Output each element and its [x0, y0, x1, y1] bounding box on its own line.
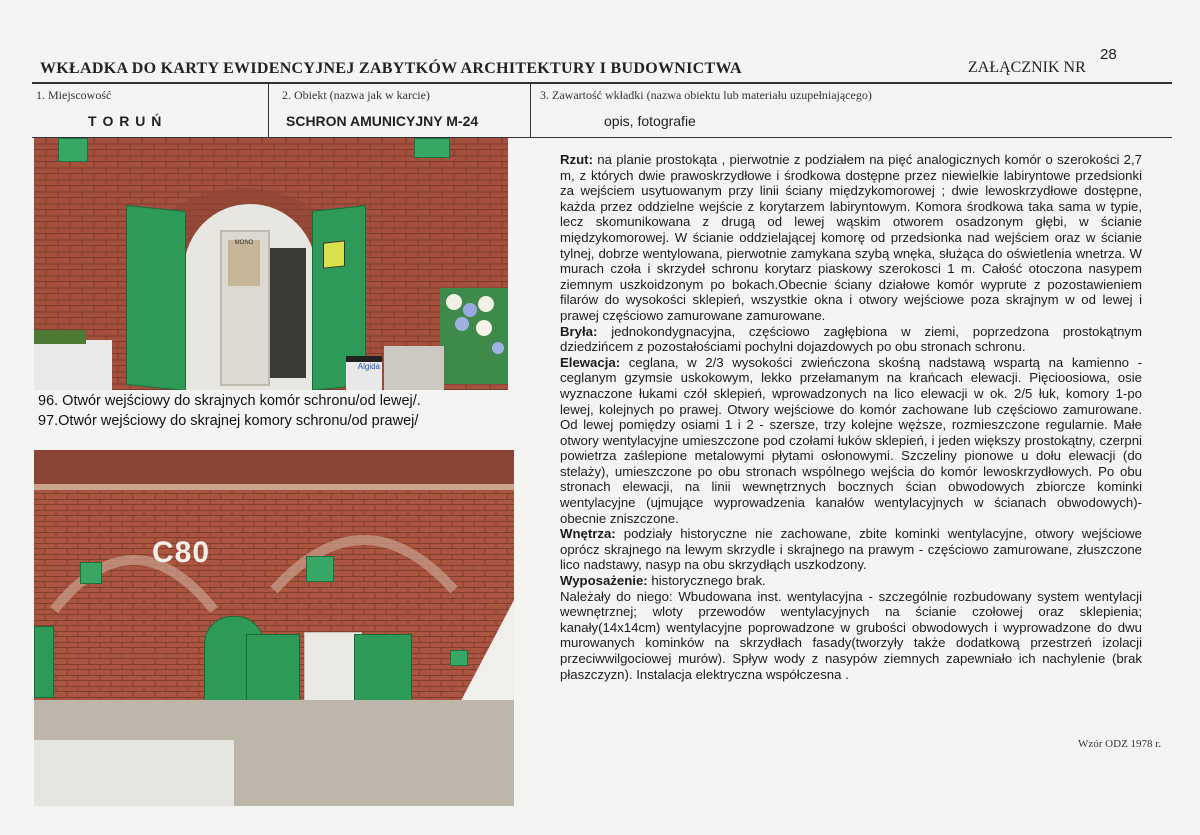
- form-title: WKŁADKA DO KARTY EWIDENCYJNEJ ZABYTKÓW ARCHITEKTURY I BUDOWNICTWA: [40, 60, 742, 77]
- low-wall: [34, 740, 234, 806]
- caption-96: 96. Otwór wejściowy do skrajnych komór schronu/od lewej/.: [38, 393, 421, 409]
- elewacja-paragraph: [560, 355, 1142, 527]
- locality-value: T O R U Ń: [88, 113, 163, 129]
- door-sign: MONO: [228, 240, 260, 286]
- extra-paragraph: Należały do niego: Wbudowana inst. wentylacyjna - szczególnie rozbudowany system wentylacji wewnętrznej; wloty przewodów wentylacyjnych na ścianie czołowej oraz sklepienia; kanały(14x14cm) wentylacyjne poprowadzone w grubości obwodowych i wyprowadzone do dwu murowanych kominków na skrzydłach fasady(tworzyły także dodatkową przestrzeń izolacji przeciwwilgociowej murów). Spływ wody z nasypów ziemnych zapewniało ich nachylenie (brak płaszczyzn). Instalacja elektryczna współczesna .: [560, 588, 1142, 682]
- vent-plate-1: [80, 562, 102, 584]
- inner-door: [220, 230, 270, 386]
- bryla-text: jednokondygnacyjna, częściowo zagłębiona w ziemi, poprzedzona prostokątnym dziedzińcem z pozostałościami pochylni dojazdowych po obu stronach schronu.: [560, 323, 1142, 355]
- bryla-paragraph: [560, 324, 1142, 355]
- elewacja-label: Elewacja:: [560, 354, 621, 370]
- wnetrza-label: Wnętrza:: [560, 526, 616, 542]
- description-text: [560, 152, 1142, 682]
- model-note: Wzór ODZ 1978 r.: [1078, 738, 1162, 750]
- vent-plate-2: [306, 556, 334, 582]
- walkway: [384, 346, 444, 390]
- wyposazenie-label: Wyposażenie:: [560, 573, 648, 589]
- wall-marking: C80: [152, 536, 211, 569]
- rzut-text: na planie prostokąta , pierwotnie z podziałem na pięć analogicznych komór o szerokości 2,7 m, z których dwie prawoskrzydłowe i środkowa dostępne przez niewielkie labiryntowe przedsionki za wejściem usytuowanym przy linii ściany międzykomorowej ; dwie lewoskrzydłowe dostępne, każda przez oddzielne wejście z korytarzem labiryntowym. Komora środkowa taka sama w typie, lecz skomunikowana z drugą od lewej wąskim otworem osadzonym głębi, w ścianie międzykomorowej. W ścianie oddzielającej komorę od przedsionka nad wejściem oraz w ścianie tylnej, dobrze wentylowana, pierwotnie zamykana szybą wnęka, służąca do oświetlenia wnetrza. W murach czoła i skrzydeł schronu korytarz piaskowy szerokosci 1 m. Całość otoczona nasypem ziemnym uszkoidzonym po bokach.Obecnie ściany działowe komór wyprute z pozostawieniem filarów do wysokości sklepień, wszystkie okna i otwory wejściowe poza skrajnym w od lewej i prawej częściowo zamurowane zamurowane.: [560, 152, 1142, 323]
- window-grille-left: [34, 626, 54, 698]
- wnetrza-paragraph: [560, 526, 1142, 573]
- photo-97-facade: [34, 450, 514, 806]
- contents-value: opis, fotografie: [604, 113, 696, 129]
- flower-box: [440, 288, 508, 384]
- object-value: SCHRON AMUNICYJNY M-24: [286, 113, 479, 129]
- vent-grille-left: [58, 138, 88, 162]
- annex-number: 28: [1100, 46, 1117, 63]
- annex-label: ZAŁĄCZNIK NR: [968, 59, 1086, 76]
- left-door-leaf: [126, 205, 186, 390]
- bin-label: Algida: [357, 362, 380, 371]
- trash-bin: [346, 356, 382, 390]
- field-divider-1: [268, 84, 269, 137]
- header-rule-top: [32, 82, 1172, 84]
- grass-left: [34, 330, 86, 344]
- field-divider-2: [530, 84, 531, 137]
- rzut-paragraph: [560, 152, 1142, 324]
- wyposazenie-paragraph: [560, 573, 1142, 589]
- object-label: 2. Obiekt (nazwa jak w karcie): [282, 88, 430, 102]
- vent-plate-3: [450, 650, 468, 666]
- elewacja-text: ceglana, w 2/3 wysokości zwieńczona skośną nadstawą wspartą na kamienno -ceglanym gzymsie uskokowym, lekko przełamanym na krańcach elewacji. Pięcioosiowa, osie wyznaczone łukami czół sklepień, wprowadzonych na lico elewacji w ok. 2/5 łuk, komory 1-po lewej, kolejnych po prawej. Otwory wejściowe do komór zachowane lub częściowo zamurowane. Od lewej pomiędzy osiami 1 i 2 - szersze, trzy kolejne węższe, rozmieszczone regularnie. Małe otwory wentylacyjne umieszczone pod czołami łuków sklepień, i jeden większy prostokątny, czerpni powietrza zaślepione metalowymi płytami osłonowymi. Szczeliny pionowe u dołu elewacji (do stelaży), umieszczone po obu stronach wspólnego wejścia do komór lewoskrzydłowych. Po obu stronach elewacji, na linii wewnętrznych bocznych ścian obwodowych zbiorcze kominki wentylacyjne (ujmujące wyprowadzenia kanałów wentylacyjnych w ścianach obwodowych)- obecnie zniszczone.: [560, 354, 1142, 526]
- bryla-label: Bryła:: [560, 323, 598, 339]
- wnetrza-text: podziały historyczne nie zachowane, zbite kominki wentylacyjne, otwory wejściowe oprócz skrajnego na lewym skrzydle i skrajnego na prawym - częściowo zamurowane, złuszczone lico nadstawy, nasyp na obu skrzydłąch uszkodzony.: [560, 526, 1142, 573]
- locality-label: 1. Miejscowość: [36, 88, 112, 102]
- photo-96-entrance: [34, 138, 508, 390]
- door-notice: [323, 240, 345, 268]
- contents-label: 3. Zawartość wkładki (nazwa obiektu lub materiału uzupełniającego): [540, 88, 872, 102]
- dark-interior: [270, 248, 306, 378]
- caption-97: 97.Otwór wejściowy do skrajnej komory schronu/od prawej/: [38, 413, 419, 429]
- flowers-icon: [440, 288, 508, 384]
- retaining-wall-left: [34, 340, 112, 390]
- wyposazenie-text: historycznego brak.: [647, 573, 766, 589]
- rzut-label: Rzut:: [560, 152, 593, 167]
- vent-grille-right: [414, 138, 450, 158]
